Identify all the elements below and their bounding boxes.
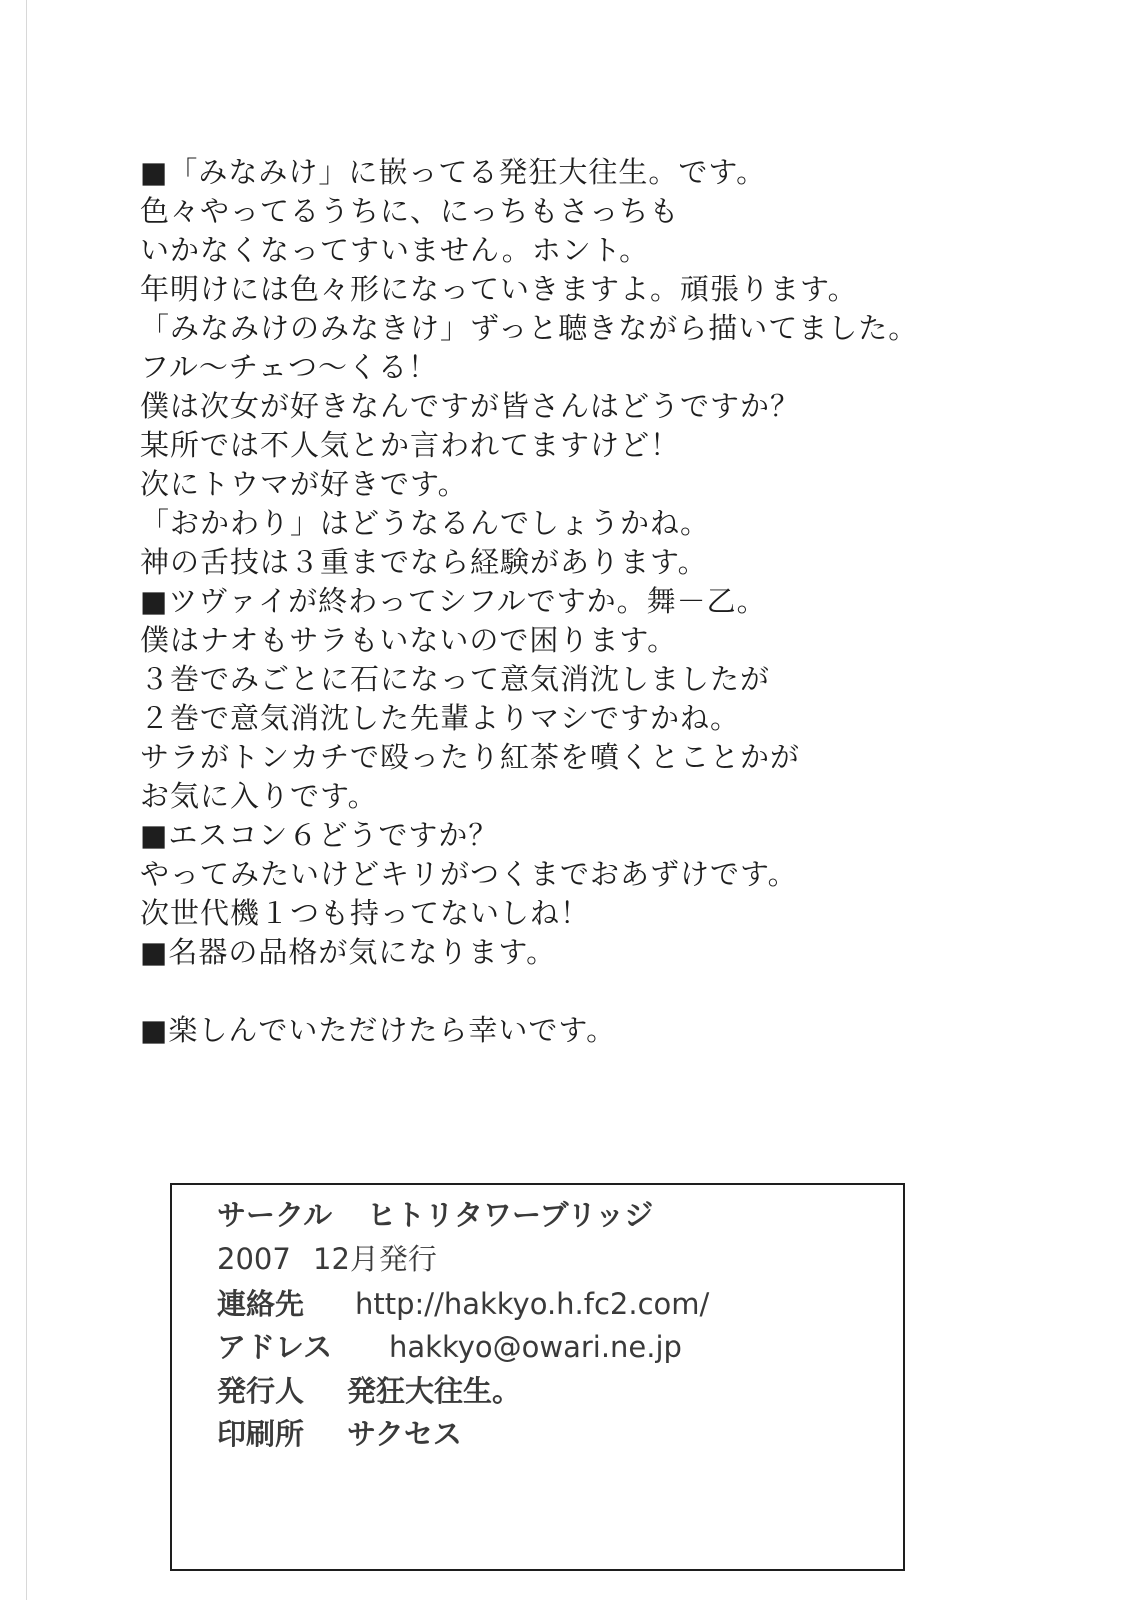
contact-url[interactable]: http://hakkyo.h.fc2.com/: [355, 1287, 710, 1321]
issue-date: 12月発行: [313, 1242, 437, 1276]
contact-label: 連絡先: [217, 1287, 305, 1321]
printer-label: 印刷所: [217, 1417, 305, 1451]
afterword-line: お気に入りです。: [140, 779, 378, 813]
afterword-line: フル～チェつ～くる！: [140, 350, 438, 384]
afterword-line: やってみたいけどキリがつくまでおあずけです。: [140, 857, 798, 891]
publisher-label: 発行人: [217, 1374, 305, 1408]
closing-line: ■楽しんでいただけたら幸いです。: [140, 1013, 617, 1047]
circle-name: ヒトリタワーブリッジ: [367, 1198, 654, 1232]
circle-label: サークル: [217, 1198, 333, 1232]
address-label: アドレス: [217, 1330, 333, 1364]
afterword-line: 僕はナオもサラもいないので困ります。: [140, 623, 678, 657]
afterword-line: ■エスコン６どうですか？: [140, 818, 499, 852]
colophon-publisher-row: [217, 1373, 521, 1409]
afterword-line: ２巻で意気消沈した先輩よりマシですかね。: [140, 701, 741, 735]
page-edge-divider: [26, 0, 27, 1600]
colophon-box: [170, 1183, 905, 1571]
afterword-line: 次世代機１つも持ってないしね！: [140, 896, 591, 930]
colophon-printer-row: [217, 1416, 462, 1452]
afterword-line: 年明けには色々形になっていきますよ。頑張ります。: [140, 272, 858, 306]
afterword-line: ■「みなみけ」に嵌ってる発狂大往生。です。: [140, 155, 767, 189]
afterword-line: 「みなみけのみなきけ」ずっと聴きながら描いてました。: [140, 311, 919, 345]
colophon-address-row: [217, 1329, 682, 1365]
afterword-line: いかなくなってすいません。ホント。: [140, 233, 650, 267]
afterword-line: ３巻でみごとに石になって意気消沈しましたが: [140, 662, 771, 696]
paragraph-gap: [140, 972, 1020, 1011]
afterword-line: 次にトウマが好きです。: [140, 467, 468, 501]
colophon-date-row: [217, 1241, 437, 1277]
colophon-circle-row: [217, 1197, 653, 1233]
afterword-line: 色々やってるうちに、にっちもさっちも: [140, 194, 680, 228]
afterword-line: サラがトンカチで殴ったり紅茶を噴くとことかが: [140, 740, 801, 774]
colophon-contact-row: [217, 1286, 709, 1322]
afterword-line: 僕は次女が好きなんですが皆さんはどうですか？: [140, 389, 801, 423]
afterword-line: 「おかわり」はどうなるんでしょうかね。: [140, 506, 711, 540]
afterword-line: 某所では不人気とか言われてますけど！: [140, 428, 681, 462]
printer-name: サクセス: [347, 1417, 462, 1451]
afterword-text: [140, 153, 1020, 1050]
afterword-line: ■ツヴァイが終わってシフルですか。舞－乙。: [140, 584, 767, 618]
afterword-line: 神の舌技は３重までなら経験があります。: [140, 545, 708, 579]
address-email[interactable]: hakkyo@owari.ne.jp: [389, 1330, 682, 1364]
publisher-name: 発狂大往生。: [347, 1374, 522, 1408]
afterword-line: ■名器の品格が気になります。: [140, 935, 557, 969]
issue-year: 2007: [217, 1242, 291, 1276]
